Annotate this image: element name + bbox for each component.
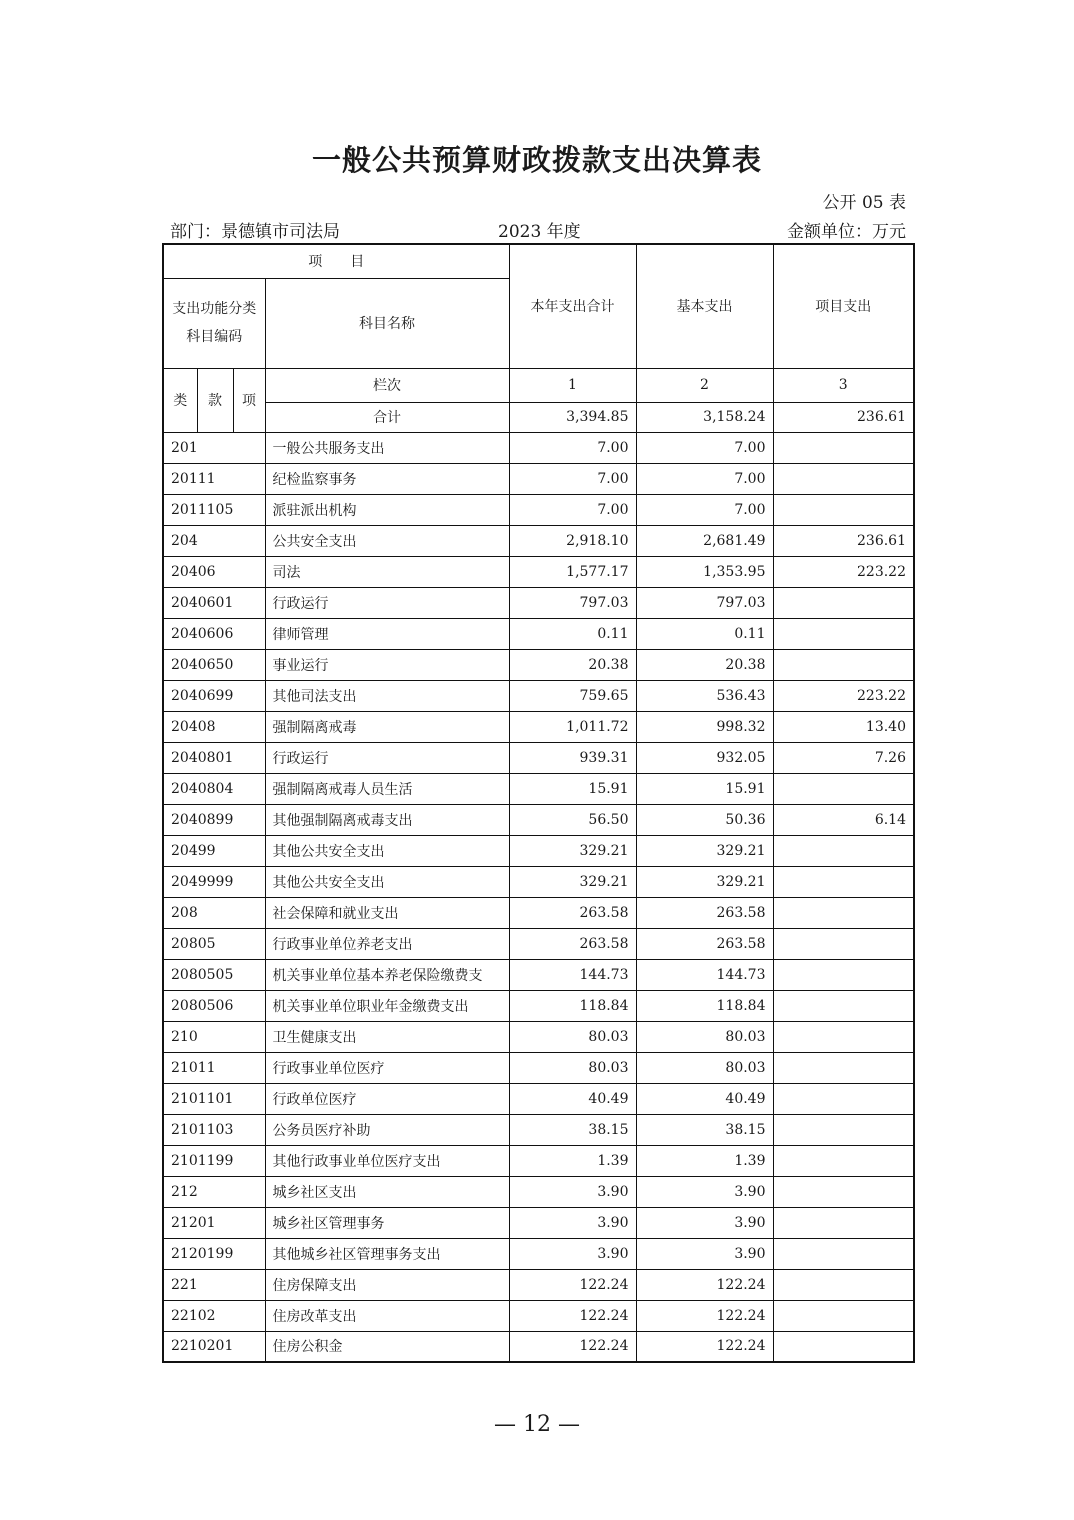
row-code: 2101101 [163, 1083, 265, 1114]
row-basic: 3.90 [636, 1207, 773, 1238]
row-basic: 50.36 [636, 804, 773, 835]
row-name: 机关事业单位职业年金缴费支出 [265, 990, 509, 1021]
year-label: 2023 年度 [498, 222, 581, 242]
row-total: 7.00 [509, 432, 636, 463]
department-label: 部门：景德镇市司法局 [170, 222, 340, 242]
row-project [773, 928, 914, 959]
table-row [163, 959, 914, 990]
row-basic: 536.43 [636, 680, 773, 711]
row-basic: 80.03 [636, 1021, 773, 1052]
table-row [163, 1331, 914, 1362]
row-code: 2040801 [163, 742, 265, 773]
row-project [773, 1083, 914, 1114]
row-project [773, 773, 914, 804]
row-total: 122.24 [509, 1331, 636, 1362]
table-row [163, 1083, 914, 1114]
header-item: 项 目 [163, 244, 509, 278]
row-total: 2,918.10 [509, 525, 636, 556]
row-project: 223.22 [773, 556, 914, 587]
row-basic: 122.24 [636, 1331, 773, 1362]
heji-project: 236.61 [773, 402, 914, 432]
row-total: 759.65 [509, 680, 636, 711]
row-basic: 0.11 [636, 618, 773, 649]
row-name: 律师管理 [265, 618, 509, 649]
row-basic: 7.00 [636, 463, 773, 494]
table-row [163, 742, 914, 773]
row-name: 社会保障和就业支出 [265, 897, 509, 928]
row-total: 797.03 [509, 587, 636, 618]
row-basic: 1,353.95 [636, 556, 773, 587]
row-total: 118.84 [509, 990, 636, 1021]
row-code: 20406 [163, 556, 265, 587]
row-code: 2040699 [163, 680, 265, 711]
table-code: 公开 05 表 [822, 193, 906, 213]
row-basic: 3.90 [636, 1238, 773, 1269]
row-code: 221 [163, 1269, 265, 1300]
row-total: 1,011.72 [509, 711, 636, 742]
expenditure-table [162, 243, 915, 1363]
table-row [163, 773, 914, 804]
row-code: 2101103 [163, 1114, 265, 1145]
row-total: 329.21 [509, 835, 636, 866]
row-total: 122.24 [509, 1300, 636, 1331]
row-total: 1,577.17 [509, 556, 636, 587]
row-name: 行政事业单位医疗 [265, 1052, 509, 1083]
row-code: 208 [163, 897, 265, 928]
table-row [163, 1269, 914, 1300]
table-row [163, 1145, 914, 1176]
row-basic: 7.00 [636, 494, 773, 525]
table-row [163, 1176, 914, 1207]
row-name: 一般公共服务支出 [265, 432, 509, 463]
row-name: 卫生健康支出 [265, 1021, 509, 1052]
row-code: 212 [163, 1176, 265, 1207]
header-lei: 类 [163, 368, 197, 432]
row-code: 201 [163, 432, 265, 463]
row-project [773, 990, 914, 1021]
table-row [163, 897, 914, 928]
row-project [773, 1269, 914, 1300]
header-subject-name: 科目名称 [265, 278, 509, 368]
row-name: 住房保障支出 [265, 1269, 509, 1300]
row-total: 7.00 [509, 463, 636, 494]
row-total: 3.90 [509, 1238, 636, 1269]
row-name: 其他司法支出 [265, 680, 509, 711]
table-row [163, 1021, 914, 1052]
row-project [773, 897, 914, 928]
row-project: 223.22 [773, 680, 914, 711]
row-project [773, 1052, 914, 1083]
row-project [773, 1114, 914, 1145]
row-code: 2210201 [163, 1331, 265, 1362]
row-project: 236.61 [773, 525, 914, 556]
row-code: 210 [163, 1021, 265, 1052]
row-project: 7.26 [773, 742, 914, 773]
row-total: 263.58 [509, 928, 636, 959]
row-name: 城乡社区管理事务 [265, 1207, 509, 1238]
header-col-total: 本年支出合计 [509, 244, 636, 368]
row-project [773, 463, 914, 494]
row-name: 其他公共安全支出 [265, 866, 509, 897]
table-row [163, 587, 914, 618]
row-project [773, 432, 914, 463]
heji-basic: 3,158.24 [636, 402, 773, 432]
table-row [163, 1052, 914, 1083]
row-name: 纪检监察事务 [265, 463, 509, 494]
row-total: 38.15 [509, 1114, 636, 1145]
header-col-project: 项目支出 [773, 244, 914, 368]
row-name: 强制隔离戒毒 [265, 711, 509, 742]
row-code: 20408 [163, 711, 265, 742]
row-basic: 122.24 [636, 1269, 773, 1300]
heji-label: 合计 [265, 402, 509, 432]
header-col-basic: 基本支出 [636, 244, 773, 368]
row-basic: 118.84 [636, 990, 773, 1021]
header-xiang: 项 [233, 368, 265, 432]
row-basic: 38.15 [636, 1114, 773, 1145]
table-row [163, 835, 914, 866]
row-project [773, 1207, 914, 1238]
row-name: 公共安全支出 [265, 525, 509, 556]
row-name: 行政运行 [265, 587, 509, 618]
row-project [773, 1238, 914, 1269]
row-code: 204 [163, 525, 265, 556]
header-n1: 1 [509, 368, 636, 402]
row-project [773, 1176, 914, 1207]
row-total: 0.11 [509, 618, 636, 649]
table-row [163, 432, 914, 463]
row-code: 2040606 [163, 618, 265, 649]
row-basic: 80.03 [636, 1052, 773, 1083]
row-code: 21201 [163, 1207, 265, 1238]
row-total: 3.90 [509, 1207, 636, 1238]
table-row [163, 680, 914, 711]
table-row [163, 618, 914, 649]
table-row [163, 1300, 914, 1331]
table-row [163, 525, 914, 556]
row-total: 3.90 [509, 1176, 636, 1207]
row-code: 2049999 [163, 866, 265, 897]
table-row [163, 1114, 914, 1145]
row-project [773, 1331, 914, 1362]
row-name: 司法 [265, 556, 509, 587]
row-code: 22102 [163, 1300, 265, 1331]
row-total: 40.49 [509, 1083, 636, 1114]
row-name: 行政运行 [265, 742, 509, 773]
row-total: 15.91 [509, 773, 636, 804]
row-name: 其他公共安全支出 [265, 835, 509, 866]
row-total: 144.73 [509, 959, 636, 990]
row-code: 2120199 [163, 1238, 265, 1269]
row-project [773, 1021, 914, 1052]
row-basic: 797.03 [636, 587, 773, 618]
table-row [163, 494, 914, 525]
row-project [773, 866, 914, 897]
row-name: 行政单位医疗 [265, 1083, 509, 1114]
row-name: 行政事业单位养老支出 [265, 928, 509, 959]
row-code: 20805 [163, 928, 265, 959]
row-code: 2080505 [163, 959, 265, 990]
row-total: 7.00 [509, 494, 636, 525]
row-basic: 263.58 [636, 928, 773, 959]
table-row [163, 990, 914, 1021]
row-code: 2011105 [163, 494, 265, 525]
row-total: 1.39 [509, 1145, 636, 1176]
row-total: 122.24 [509, 1269, 636, 1300]
row-basic: 7.00 [636, 432, 773, 463]
row-code: 20499 [163, 835, 265, 866]
row-name: 其他城乡社区管理事务支出 [265, 1238, 509, 1269]
row-basic: 1.39 [636, 1145, 773, 1176]
row-basic: 15.91 [636, 773, 773, 804]
row-code: 2040650 [163, 649, 265, 680]
table-row [163, 463, 914, 494]
row-code: 2080506 [163, 990, 265, 1021]
page-number: — 12 — [494, 1412, 580, 1437]
row-name: 事业运行 [265, 649, 509, 680]
row-name: 住房公积金 [265, 1331, 509, 1362]
row-basic: 998.32 [636, 711, 773, 742]
header-n2: 2 [636, 368, 773, 402]
row-project [773, 1300, 914, 1331]
row-name: 其他行政事业单位医疗支出 [265, 1145, 509, 1176]
row-name: 机关事业单位基本养老保险缴费支 [265, 959, 509, 990]
header-n3: 3 [773, 368, 914, 402]
row-basic: 329.21 [636, 835, 773, 866]
table-row [163, 866, 914, 897]
row-code: 21011 [163, 1052, 265, 1083]
row-name: 公务员医疗补助 [265, 1114, 509, 1145]
row-basic: 263.58 [636, 897, 773, 928]
row-project [773, 618, 914, 649]
row-total: 80.03 [509, 1052, 636, 1083]
row-basic: 2,681.49 [636, 525, 773, 556]
row-code: 2101199 [163, 1145, 265, 1176]
row-project [773, 835, 914, 866]
row-total: 56.50 [509, 804, 636, 835]
row-name: 强制隔离戒毒人员生活 [265, 773, 509, 804]
row-name: 其他强制隔离戒毒支出 [265, 804, 509, 835]
row-name: 城乡社区支出 [265, 1176, 509, 1207]
row-code: 20111 [163, 463, 265, 494]
row-basic: 144.73 [636, 959, 773, 990]
row-project [773, 959, 914, 990]
row-project: 13.40 [773, 711, 914, 742]
row-project [773, 494, 914, 525]
row-basic: 3.90 [636, 1176, 773, 1207]
row-total: 20.38 [509, 649, 636, 680]
table-row [163, 928, 914, 959]
unit-label: 金额单位：万元 [787, 222, 906, 242]
row-total: 80.03 [509, 1021, 636, 1052]
table-row [163, 649, 914, 680]
row-project [773, 587, 914, 618]
header-func-code: 支出功能分类科目编码 [163, 278, 265, 368]
row-project [773, 1145, 914, 1176]
page-title: 一般公共预算财政拨款支出决算表 [311, 143, 762, 177]
header-kuan: 款 [197, 368, 233, 432]
row-total: 329.21 [509, 866, 636, 897]
row-basic: 932.05 [636, 742, 773, 773]
row-name: 住房改革支出 [265, 1300, 509, 1331]
row-project: 6.14 [773, 804, 914, 835]
row-code: 2040899 [163, 804, 265, 835]
row-basic: 122.24 [636, 1300, 773, 1331]
row-code: 2040601 [163, 587, 265, 618]
table-row [163, 1207, 914, 1238]
heji-total: 3,394.85 [509, 402, 636, 432]
row-project [773, 649, 914, 680]
row-total: 939.31 [509, 742, 636, 773]
table-row [163, 1238, 914, 1269]
table-row [163, 711, 914, 742]
row-name: 派驻派出机构 [265, 494, 509, 525]
row-basic: 40.49 [636, 1083, 773, 1114]
row-basic: 20.38 [636, 649, 773, 680]
row-basic: 329.21 [636, 866, 773, 897]
header-lanci: 栏次 [265, 368, 509, 402]
row-total: 263.58 [509, 897, 636, 928]
row-code: 2040804 [163, 773, 265, 804]
table-row [163, 804, 914, 835]
table-row [163, 556, 914, 587]
